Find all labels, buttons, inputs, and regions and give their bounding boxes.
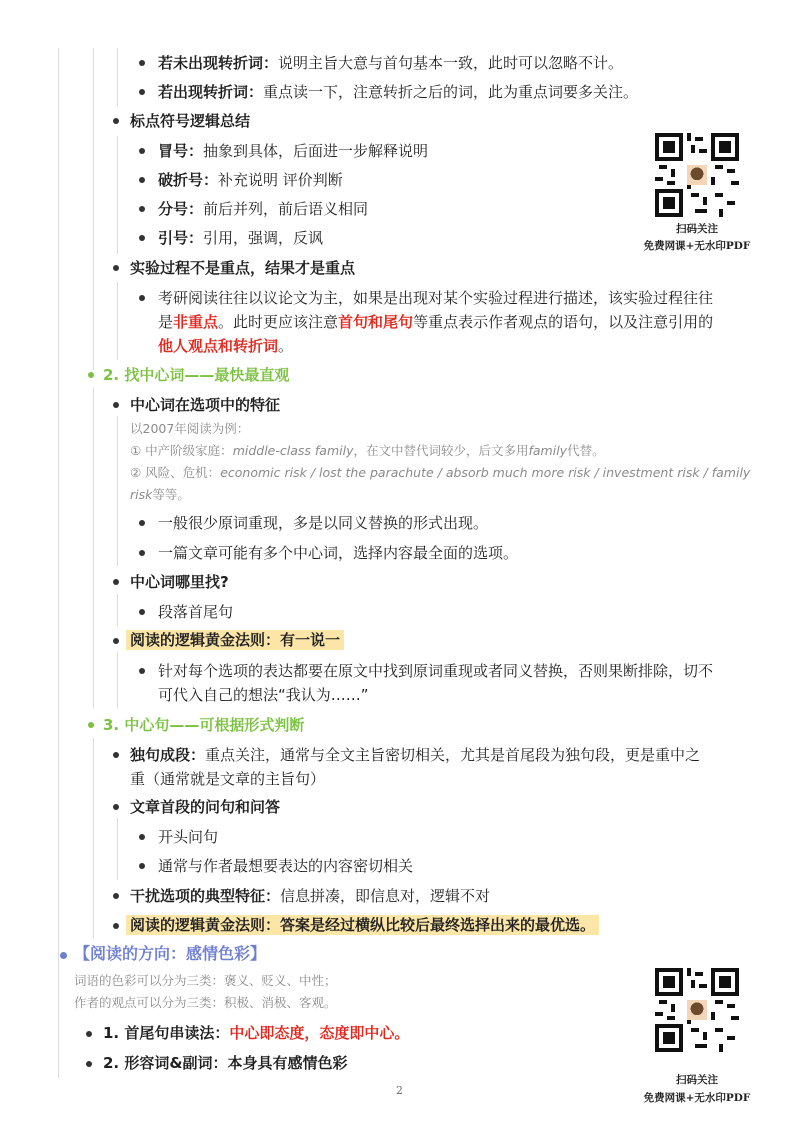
outline-guide bbox=[117, 416, 118, 566]
outline-guide bbox=[117, 652, 118, 708]
item-label: 若出现转折词： bbox=[158, 83, 264, 101]
outline-guide bbox=[93, 738, 94, 938]
bullet bbox=[139, 609, 145, 615]
bullet bbox=[86, 1031, 92, 1037]
text: 重点关注，通常与全文主旨密切相关，尤其是首尾段为独句段，更是重中之 bbox=[205, 746, 701, 764]
outline-guide bbox=[117, 136, 118, 254]
text: ① 中产阶级家庭： bbox=[130, 443, 233, 458]
list-item: 段落首尾句 bbox=[158, 603, 234, 621]
bullet bbox=[139, 550, 145, 556]
paragraph-line: 重（通常就是文章的主旨句） bbox=[130, 770, 326, 788]
outline-guide bbox=[93, 48, 94, 370]
subheading: 中心词哪里找? bbox=[130, 573, 229, 591]
paragraph-line: 考研阅读往往以议论文为主，如果是出现对某个实验过程进行描述，该实验过程往往 bbox=[158, 289, 714, 307]
outline-guide bbox=[93, 388, 94, 708]
note-line bbox=[130, 485, 190, 505]
paragraph-line bbox=[158, 335, 293, 357]
qr-code-icon bbox=[655, 968, 739, 1052]
section-heading: 【阅读的方向：感情色彩】 bbox=[74, 944, 267, 963]
item-text: 抽象到具体，后面进一步解释说明 bbox=[203, 142, 429, 160]
item-label: 干扰选项的典型特征： bbox=[130, 887, 281, 905]
bullet bbox=[139, 177, 145, 183]
emphasis: 首句和尾句 bbox=[338, 313, 414, 331]
bullet bbox=[113, 118, 119, 124]
emphasis: 非重点 bbox=[173, 313, 219, 331]
text: economic risk / lost the parachute / absorb much more risk / investment risk / family bbox=[220, 465, 751, 480]
section-heading: 3. 中心句——可根据形式判断 bbox=[103, 716, 305, 734]
item-label: 独句成段： bbox=[130, 746, 206, 764]
list-item: 2. 形容词&副词：本身具有感情色彩 bbox=[103, 1054, 348, 1072]
bullet bbox=[139, 206, 145, 212]
outline-guide bbox=[58, 48, 59, 1078]
list-item bbox=[158, 81, 638, 103]
section-heading: 2. 找中心词——最快最直观 bbox=[103, 366, 290, 384]
bullet bbox=[139, 295, 145, 301]
bullet bbox=[88, 722, 94, 728]
item-label: 1. 首尾句串读法： bbox=[103, 1024, 230, 1042]
paragraph-line: 可代入自己的想法“我认为……” bbox=[158, 686, 369, 704]
list-item bbox=[103, 1022, 409, 1044]
item-text: 重点读一下，注意转折之后的词，此为重点词要多关注。 bbox=[263, 83, 639, 101]
paragraph-line bbox=[130, 744, 700, 766]
page-number: 2 bbox=[396, 1084, 403, 1097]
bullet bbox=[88, 372, 94, 378]
outline-guide bbox=[117, 594, 118, 626]
text: 代替。 bbox=[567, 443, 605, 458]
note-line bbox=[130, 463, 750, 483]
list-item: 一般很少原词重现，多是以同义替换的形式出现。 bbox=[158, 514, 489, 532]
bullet bbox=[139, 863, 145, 869]
highlight: 阅读的逻辑黄金法则：有一说一 bbox=[126, 630, 344, 650]
subheading: 文章首段的问句和问答 bbox=[130, 798, 281, 816]
bullet bbox=[139, 834, 145, 840]
bullet bbox=[139, 148, 145, 154]
item-label: 若未出现转折词： bbox=[158, 54, 279, 72]
bullet bbox=[113, 638, 119, 644]
note-line: 以2007年阅读为例： bbox=[130, 421, 250, 436]
section-heading: 标点符号逻辑总结 bbox=[130, 112, 251, 130]
qr-caption: 扫码关注 bbox=[676, 1074, 718, 1086]
bullet bbox=[113, 893, 119, 899]
item-label: 冒号： bbox=[158, 142, 204, 160]
text: 。 bbox=[278, 337, 294, 355]
paragraph-line: 针对每个选项的表达都要在原文中找到原词重现或者同义替换，否则果断排除，切不 bbox=[158, 662, 714, 680]
list-item bbox=[130, 885, 490, 907]
text: middle-class family bbox=[232, 443, 354, 458]
list-item bbox=[158, 198, 368, 220]
list-item bbox=[158, 169, 343, 191]
list-item bbox=[158, 52, 623, 74]
qr-caption: 免费网课+无水印PDF bbox=[643, 240, 751, 252]
bullet bbox=[139, 235, 145, 241]
highlighted-heading bbox=[126, 629, 344, 651]
highlight: 阅读的逻辑黄金法则：答案是经过横纵比较后最终选择出来的最优选。 bbox=[126, 915, 599, 935]
text: 等重点表示作者观点的语句，以及注意引用的 bbox=[413, 313, 714, 331]
text: 是 bbox=[158, 313, 174, 331]
bullet bbox=[139, 60, 145, 66]
item-label: 分号： bbox=[158, 200, 204, 218]
qr-code-icon bbox=[655, 133, 739, 217]
subheading: 中心词在选项中的特征 bbox=[130, 396, 281, 414]
text: risk bbox=[130, 487, 153, 502]
qr-caption: 免费网课+无水印PDF bbox=[643, 1092, 751, 1104]
list-item bbox=[158, 227, 323, 249]
paragraph-line bbox=[158, 311, 713, 333]
bullet bbox=[113, 804, 119, 810]
item-label: 破折号： bbox=[158, 171, 219, 189]
text: 。此时更应该注意 bbox=[218, 313, 339, 331]
bullet bbox=[113, 402, 119, 408]
note-line bbox=[130, 441, 605, 461]
outline-guide bbox=[117, 818, 118, 880]
item-text: 前后并列，前后语义相同 bbox=[203, 200, 369, 218]
outline-guide bbox=[117, 48, 118, 106]
note-line: 作者的观点可以分为三类：积极、消极、客观。 bbox=[74, 995, 337, 1010]
bullet bbox=[60, 952, 67, 959]
text: ，在文中替代词较少，后文多用 bbox=[353, 443, 529, 458]
bullet bbox=[86, 1061, 92, 1067]
emphasis: 中心即态度，态度即中心。 bbox=[229, 1024, 410, 1042]
text: 信息拼凑，即信息对，逻辑不对 bbox=[280, 887, 491, 905]
emphasis: 他人观点和转折词 bbox=[158, 337, 279, 355]
list-item: 一篇文章可能有多个中心词，选择内容最全面的选项。 bbox=[158, 544, 519, 562]
bullet bbox=[139, 520, 145, 526]
bullet bbox=[113, 752, 119, 758]
section-heading: 实验过程不是重点，结果才是重点 bbox=[130, 259, 356, 277]
list-item: 通常与作者最想要表达的内容密切相关 bbox=[158, 857, 414, 875]
bullet bbox=[139, 89, 145, 95]
item-text: 补充说明 评价判断 bbox=[218, 171, 343, 189]
bullet bbox=[113, 923, 119, 929]
highlighted-heading bbox=[126, 914, 599, 936]
bullet bbox=[113, 579, 119, 585]
bullet bbox=[139, 668, 145, 674]
item-text: 引用，强调，反讽 bbox=[203, 229, 324, 247]
list-item: 开头问句 bbox=[158, 828, 219, 846]
text: ② 风险、危机： bbox=[130, 465, 221, 480]
bullet bbox=[113, 265, 119, 271]
list-item bbox=[158, 140, 428, 162]
text: 等等。 bbox=[152, 487, 190, 502]
item-text: 说明主旨大意与首句基本一致，此时可以忽略不计。 bbox=[278, 54, 624, 72]
outline-guide bbox=[117, 282, 118, 360]
note-line: 词语的色彩可以分为三类：褒义、贬义、中性； bbox=[74, 973, 337, 988]
item-label: 引号： bbox=[158, 229, 204, 247]
text: family bbox=[528, 443, 568, 458]
qr-caption: 扫码关注 bbox=[676, 223, 718, 235]
